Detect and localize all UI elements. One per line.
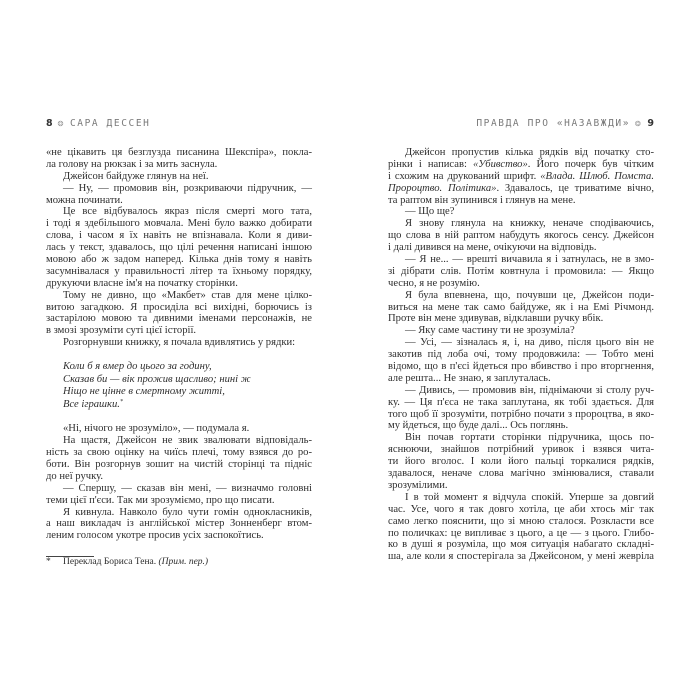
text-line: Тому не дивно, що «Макбет» став для мене цілко-: [63, 289, 312, 301]
text-line: На щастя, Джейсон не звик звалювати відповідаль-: [63, 435, 312, 447]
paragraph: [388, 325, 654, 337]
footnote-mark: *: [46, 557, 51, 567]
paragraph: [388, 206, 654, 218]
paragraph: [46, 147, 312, 171]
text-line: що слова в ній раптом набудуть якогось сенсу. Джейсон: [388, 230, 654, 242]
text-line: по поличках: це випливає з цього, а це — з цього. Глибо-: [388, 527, 654, 539]
footnote-reference: *: [119, 398, 123, 405]
text-line: му йдеться, що буде далі... Ось поглянь.: [388, 420, 569, 432]
text-line: та раптом він зупинився і глянув на мене.: [388, 194, 576, 206]
text-line: до неї ручку.: [46, 470, 103, 482]
running-title-author: САРА ДЕССЕН: [69, 118, 151, 129]
text-line: засумнівалася у правильності літер та їхньому порядку,: [46, 265, 312, 277]
text-line: Це все відбувалось якраз після смерті мого тата,: [63, 206, 312, 218]
text-line: ла голову на рюкзак і за мить заснула.: [46, 158, 218, 170]
text-line: Ніщо не цінне в смертному житті,: [63, 386, 225, 398]
paragraph: [46, 435, 312, 483]
text-line: ко в душі я розуміла, що моя ситуація набагато складні-: [388, 539, 654, 551]
text-line: закотив під лоба очі, тому продовжила: — Тобто мені: [388, 349, 654, 361]
text-line: Сказав би — вік прожив щасливо; нині ж: [63, 373, 251, 385]
text-line: Я знову глянула на книжку, неначе сподіваючись,: [405, 218, 654, 230]
paragraph: [388, 254, 654, 290]
paragraph: [388, 290, 654, 326]
text-line: але решта... Не знаю, я заплуталась.: [388, 372, 551, 384]
text-line: — Що ще?: [405, 206, 455, 218]
text-line: — Дивись, — промовив він, піднімаючи зі столу руч-: [405, 384, 654, 396]
right-page-header: [476, 118, 654, 129]
text-line: само легко пояснити, що зі мною сталося. Розкласти все: [388, 515, 654, 527]
verse-quote: [46, 361, 312, 411]
paragraph: [46, 206, 312, 289]
italic-text: Пророцтво. Політика»: [388, 182, 497, 194]
text-line: відомо, що в п'єсі йдеться про вбивство і про вторгнення,: [388, 361, 654, 373]
text-line: — Усі, — зізналась я, і, на диво, після цього він не: [405, 337, 654, 349]
text-line: а наш викладач із англійської містер Зонненберг втом-: [46, 518, 312, 530]
text-line: І в той момент я відчула спокій. Уперше за довгий: [405, 491, 654, 503]
text-line: і далі дивився на мене, очікуючи на відповідь.: [388, 242, 597, 254]
text-line: ність за свою оцінку на чиїсь плечі, тому взявся до ро-: [46, 447, 312, 459]
ornament-icon: ❂: [635, 118, 643, 129]
text-line: — Ну, — промовив він, розкриваючи підручник, —: [63, 182, 312, 194]
text-line: «не цікавить ця безглузда писанина Шекспіра», покла-: [46, 147, 312, 158]
text-line: — Яку саме частину ти не зрозуміла?: [405, 325, 575, 337]
text-line: друкуючи власне ім'я на початку сторінки.: [46, 277, 238, 289]
text-line: Джейсон байдуже глянув на неї.: [63, 170, 209, 182]
paragraph: [388, 337, 654, 385]
paragraph: [46, 337, 312, 349]
text-line: здавалося, неначе слова магічно змінювалися, ставали: [388, 468, 654, 480]
paragraph: [388, 492, 654, 563]
paragraph: [388, 147, 654, 206]
footnote-note: (Прим. пер.): [158, 557, 209, 567]
paragraph: [46, 423, 312, 435]
text-line: теми цієї п'єси. Так ми зрозуміємо, про що писати.: [46, 494, 275, 506]
paragraph: [46, 183, 312, 207]
left-page-body: [46, 147, 312, 542]
paragraph: [388, 385, 654, 433]
ornament-icon: ❂: [57, 118, 65, 129]
paragraph: [388, 218, 654, 254]
text-line: чесно, я не розумію.: [388, 277, 480, 289]
text-line: леним голосом укотре просив усіх заспокоїтись.: [46, 530, 264, 542]
text-line: ку. — Ця п'єса не така заплутана, як тобі здається. Для: [388, 396, 654, 408]
text-line: виться на мене так само байдуже, як і на Емі Річмонд.: [388, 301, 654, 313]
page-number: 8: [46, 118, 53, 129]
text-line: застарілою мовою та дивними іменами персонажів, не: [46, 313, 312, 325]
text-line: — Я не... — врешті вичавила я і затнулась, не в змо-: [405, 254, 654, 266]
running-title-book: ПРАВДА ПРО «НАЗАВЖДИ»: [476, 118, 631, 129]
footnote-text: Переклад Бориса Тена.: [63, 557, 159, 567]
right-page-body: [388, 147, 654, 563]
text-line: Коли б я вмер до цього за годину,: [63, 361, 212, 373]
italic-text: «Влада. Шлюб. Помста.: [540, 170, 654, 182]
text-line: ша, але коли я спостерігала за Джейсоном, у мені жевріла: [388, 551, 654, 563]
text-line: в змозі зрозуміти суті цієї історії.: [46, 325, 197, 337]
verse-line-text: Все іграшки.: [63, 398, 120, 410]
footnote: [46, 557, 208, 567]
italic-text: «Убивство»: [473, 158, 528, 170]
text-line: зрозумілими.: [388, 479, 448, 491]
text-line: Він почав гортати сторінки підручника, щось по-: [405, 432, 654, 444]
text-line: — Спершу, — сказав він мені, — визначмо головні: [63, 482, 312, 494]
page-number: 9: [647, 118, 654, 129]
text-line: яснюючи, знайшов потрібний уривок і взявся чита-: [388, 444, 654, 456]
left-page-header: [46, 118, 150, 129]
text-line: лась у текст, здавалось, що цілі речення написані іншою: [46, 242, 312, 254]
text-segment: рінки і написав:: [388, 158, 473, 170]
text-line: ти його вголос. І коли його пальці торкалися рядків,: [388, 456, 654, 468]
text-line: витою загадкою. Я просиділа всі вихідні, борючись із: [46, 301, 312, 313]
paragraph: [46, 171, 312, 183]
text-line: Я кивнула. Навколо було чути гомін однокласників,: [63, 506, 312, 518]
text-segment: . Його почерк був чітким: [527, 158, 654, 170]
text-line: Розгорнувши книжку, я почала вдивлятись у рядки:: [63, 337, 296, 349]
paragraph: [388, 432, 654, 491]
text-line: час. Усе, чого я так довго хотіла, це аби хтось міг так: [388, 503, 654, 515]
text-line: можна починати.: [46, 194, 123, 206]
text-line: Проте він мене здивував, відклавши ручку вбік.: [388, 313, 604, 325]
text-line: того щоб її зрозуміти, потрібно почати з пророцтва, в яко-: [388, 408, 654, 420]
text-line: слова, і часом я їх навіть не впізнавала. Коли я диви-: [46, 230, 312, 242]
text-line: [388, 159, 654, 171]
paragraph: [46, 483, 312, 507]
text-line: Я була впевнена, що, почувши це, Джейсон поди-: [405, 289, 654, 301]
text-line: зі дібрати слів. Потім ковтнула і промовила: — Якщо: [388, 265, 654, 277]
text-line: [46, 399, 312, 412]
text-line: Джейсон пропустив кілька рядків від початку сто-: [405, 147, 654, 158]
text-segment: . Здавалось, це триватиме вічно,: [496, 182, 654, 194]
text-segment: і схожим на друкований шрифт.: [388, 170, 541, 182]
text-line: [388, 171, 654, 183]
text-line: боти. Він розгорнув зошит на чистій сторінці та підніс: [46, 458, 312, 470]
text-line: [388, 183, 654, 195]
text-line: «Ні, нічого не зрозуміло», — подумала я.: [63, 423, 250, 435]
text-line: мовою або ж задом наперед. Кілька днів тому я навіть: [46, 254, 312, 266]
paragraph: [46, 507, 312, 543]
text-line: і тоді я здебільшого мовчала. Мені було важко добирати: [46, 218, 312, 230]
paragraph: [46, 290, 312, 338]
